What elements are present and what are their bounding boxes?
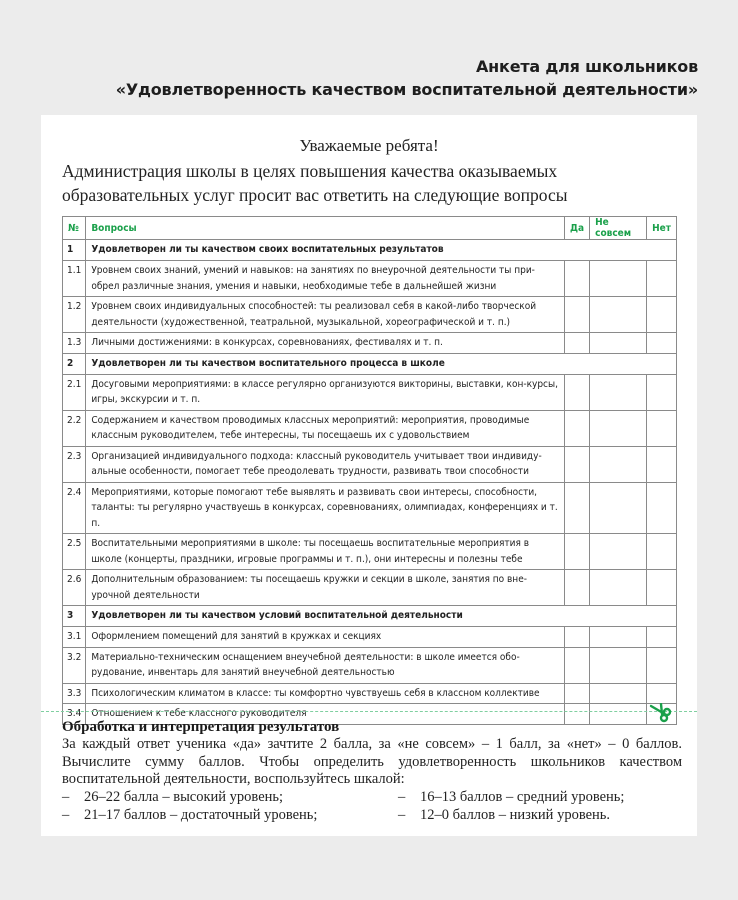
question-row [63, 446, 677, 482]
section-title: Удовлетворен ли ты качеством условий воспитательной деятельности [86, 606, 677, 627]
question-row [63, 410, 677, 446]
answer-no-cell[interactable] [647, 627, 677, 648]
question-text: Досуговыми мероприятиями: в классе регулярно организуются викторины, выставки, кон-курсы, игры, экскурсии и т. п. [86, 374, 565, 410]
dash-mark: – [62, 789, 70, 805]
results-text: За каждый ответ ученика «да» зачтите 2 балла, за «не совсем» – 1 балл, за «нет» – 0 баллов. Вычислите сумму баллов. Чтобы определить удовлетворенность школьников качеством воспитательной деятельности, воспользуйтесь шкалой: [62, 736, 682, 787]
answer-no-cell[interactable] [647, 297, 677, 333]
question-number: 2.4 [63, 482, 86, 534]
answer-no-cell[interactable] [647, 446, 677, 482]
questionnaire-table [62, 216, 677, 725]
question-number: 3.2 [63, 647, 86, 683]
dash-mark: – [398, 806, 406, 823]
answer-no-cell[interactable] [647, 570, 677, 606]
answer-yes-cell[interactable] [565, 482, 590, 534]
question-number: 3.3 [63, 683, 86, 704]
question-row [63, 683, 677, 704]
answer-partly-cell[interactable] [590, 410, 647, 446]
answer-partly-cell[interactable] [590, 647, 647, 683]
question-text: Материально-техническим оснащением внеучебной деятельности: в школе имеется обо-рудование, инвентарь для занятий внеучебной деятельностью [86, 647, 565, 683]
section-row [63, 606, 677, 627]
table-body [63, 240, 677, 725]
answer-yes-cell[interactable] [565, 704, 590, 725]
question-text: Содержанием и качеством проводимых классных мероприятий: мероприятия, проводимые классным руководителем, тебе интересны, ты посещаешь их с удовольствием [86, 410, 565, 446]
answer-yes-cell[interactable] [565, 627, 590, 648]
scale-item [398, 807, 624, 825]
cut-line-divider [41, 711, 697, 712]
scale-item [398, 789, 624, 807]
table-header-row [63, 217, 677, 240]
header-num: № [63, 217, 86, 240]
header-question: Вопросы [86, 217, 565, 240]
section-number: 1 [63, 240, 86, 261]
scale-column-left [62, 789, 317, 824]
question-text: Мероприятиями, которые помогают тебе выявлять и развивать свои интересы, способности, таланты: ты регулярно участвуешь в конкурсах, соревнованиях, олимпиадах, конференциях и т. п. [86, 482, 565, 534]
question-row [63, 261, 677, 297]
document-title [116, 55, 698, 101]
intro-text: Администрация школы в целях повышения качества оказываемых образовательных услуг просит вас ответить на следующие вопросы [62, 161, 568, 205]
dash-mark: – [62, 806, 70, 823]
question-number: 2.6 [63, 570, 86, 606]
section-number: 2 [63, 353, 86, 374]
answer-partly-cell[interactable] [590, 683, 647, 704]
scale-item-text: 21–17 баллов – достаточный уровень; [84, 806, 318, 823]
question-row [63, 482, 677, 534]
question-text: Дополнительным образованием: ты посещаешь кружки и секции в школе, занятия по вне-урочной деятельности [86, 570, 565, 606]
question-text: Личными достижениями: в конкурсах, соревнованиях, фестивалях и т. п. [86, 333, 565, 354]
scale-column-right [398, 789, 624, 824]
question-row [63, 647, 677, 683]
question-row [63, 534, 677, 570]
question-number: 2.3 [63, 446, 86, 482]
answer-partly-cell[interactable] [590, 534, 647, 570]
section-row [63, 240, 677, 261]
answer-no-cell[interactable] [647, 261, 677, 297]
answer-partly-cell[interactable] [590, 704, 647, 725]
question-row [63, 333, 677, 354]
questionnaire-card [41, 115, 697, 836]
question-number: 1.2 [63, 297, 86, 333]
answer-partly-cell[interactable] [590, 261, 647, 297]
title-line-1: Анкета для школьников [476, 57, 698, 76]
answer-yes-cell[interactable] [565, 683, 590, 704]
question-text: Оформлением помещений для занятий в кружках и секциях [86, 627, 565, 648]
scale-item-text: 12–0 баллов – низкий уровень. [420, 806, 611, 823]
greeting: Уважаемые ребята! [299, 136, 439, 155]
question-text: Организацией индивидуального подхода: классный руководитель учитывает твои индивиду-альные особенности, помогает тебе преодолевать трудности, развивать твои способности [86, 446, 565, 482]
question-row [63, 570, 677, 606]
answer-no-cell[interactable] [647, 683, 677, 704]
answer-yes-cell[interactable] [565, 374, 590, 410]
question-number: 2.5 [63, 534, 86, 570]
scissors-icon [649, 703, 673, 723]
answer-no-cell[interactable] [647, 374, 677, 410]
answer-no-cell[interactable] [647, 534, 677, 570]
answer-yes-cell[interactable] [565, 570, 590, 606]
scale-item [62, 789, 317, 807]
question-row [63, 297, 677, 333]
question-text: Уровнем своих индивидуальных способностей: ты реализовал себя в какой-либо творческой деятельности (художественной, театральной, музыкальной, хореографической и т. п.) [86, 297, 565, 333]
answer-yes-cell[interactable] [565, 534, 590, 570]
question-row [63, 374, 677, 410]
question-text: Психологическим климатом в классе: ты комфортно чувствуешь себя в классном коллективе [86, 683, 565, 704]
answer-no-cell[interactable] [647, 333, 677, 354]
question-number: 3.1 [63, 627, 86, 648]
scale-item-text: 26–22 балла – высокий уровень; [84, 789, 284, 805]
question-text: Воспитательными мероприятиями в школе: ты посещаешь воспитательные мероприятия в школе (концерты, праздники, игровые программы и т. п.), они интересны и полезны тебе [86, 534, 565, 570]
answer-partly-cell[interactable] [590, 627, 647, 648]
question-row [63, 627, 677, 648]
question-number: 1.1 [63, 261, 86, 297]
answer-partly-cell[interactable] [590, 374, 647, 410]
title-line-2: «Удовлетворенность качеством воспитательной деятельности» [115, 80, 698, 99]
dash-mark: – [398, 789, 406, 805]
scale-item-text: 16–13 баллов – средний уровень; [420, 789, 625, 805]
results-title: Обработка и интерпретация результатов [62, 719, 340, 735]
answer-partly-cell[interactable] [590, 297, 647, 333]
section-row [63, 353, 677, 374]
answer-yes-cell[interactable] [565, 446, 590, 482]
answer-no-cell[interactable] [647, 647, 677, 683]
answer-partly-cell[interactable] [590, 570, 647, 606]
question-number: 1.3 [63, 333, 86, 354]
question-text: Уровнем своих знаний, умений и навыков: на занятиях по внеурочной деятельности ты при-обрел различные знания, умения и навыки, необходимые тебе в дальнейшей жизни [86, 261, 565, 297]
answer-yes-cell[interactable] [565, 261, 590, 297]
answer-yes-cell[interactable] [565, 297, 590, 333]
answer-yes-cell[interactable] [565, 333, 590, 354]
answer-partly-cell[interactable] [590, 333, 647, 354]
section-title: Удовлетворен ли ты качеством своих воспитательных результатов [86, 240, 677, 261]
question-number: 2.2 [63, 410, 86, 446]
answer-partly-cell[interactable] [590, 482, 647, 534]
header-no: Нет [647, 217, 677, 240]
section-number: 3 [63, 606, 86, 627]
answer-yes-cell[interactable] [565, 647, 590, 683]
answer-partly-cell[interactable] [590, 446, 647, 482]
question-number: 2.1 [63, 374, 86, 410]
question-number: 3.4 [63, 704, 86, 725]
question-text: Отношением к тебе классного руководителя [86, 704, 565, 725]
answer-no-cell[interactable] [647, 410, 677, 446]
answer-yes-cell[interactable] [565, 410, 590, 446]
section-title: Удовлетворен ли ты качеством воспитательного процесса в школе [86, 353, 677, 374]
header-partly: Не совсем [590, 217, 647, 240]
answer-no-cell[interactable] [647, 482, 677, 534]
scale-item [62, 807, 317, 825]
header-yes: Да [565, 217, 590, 240]
